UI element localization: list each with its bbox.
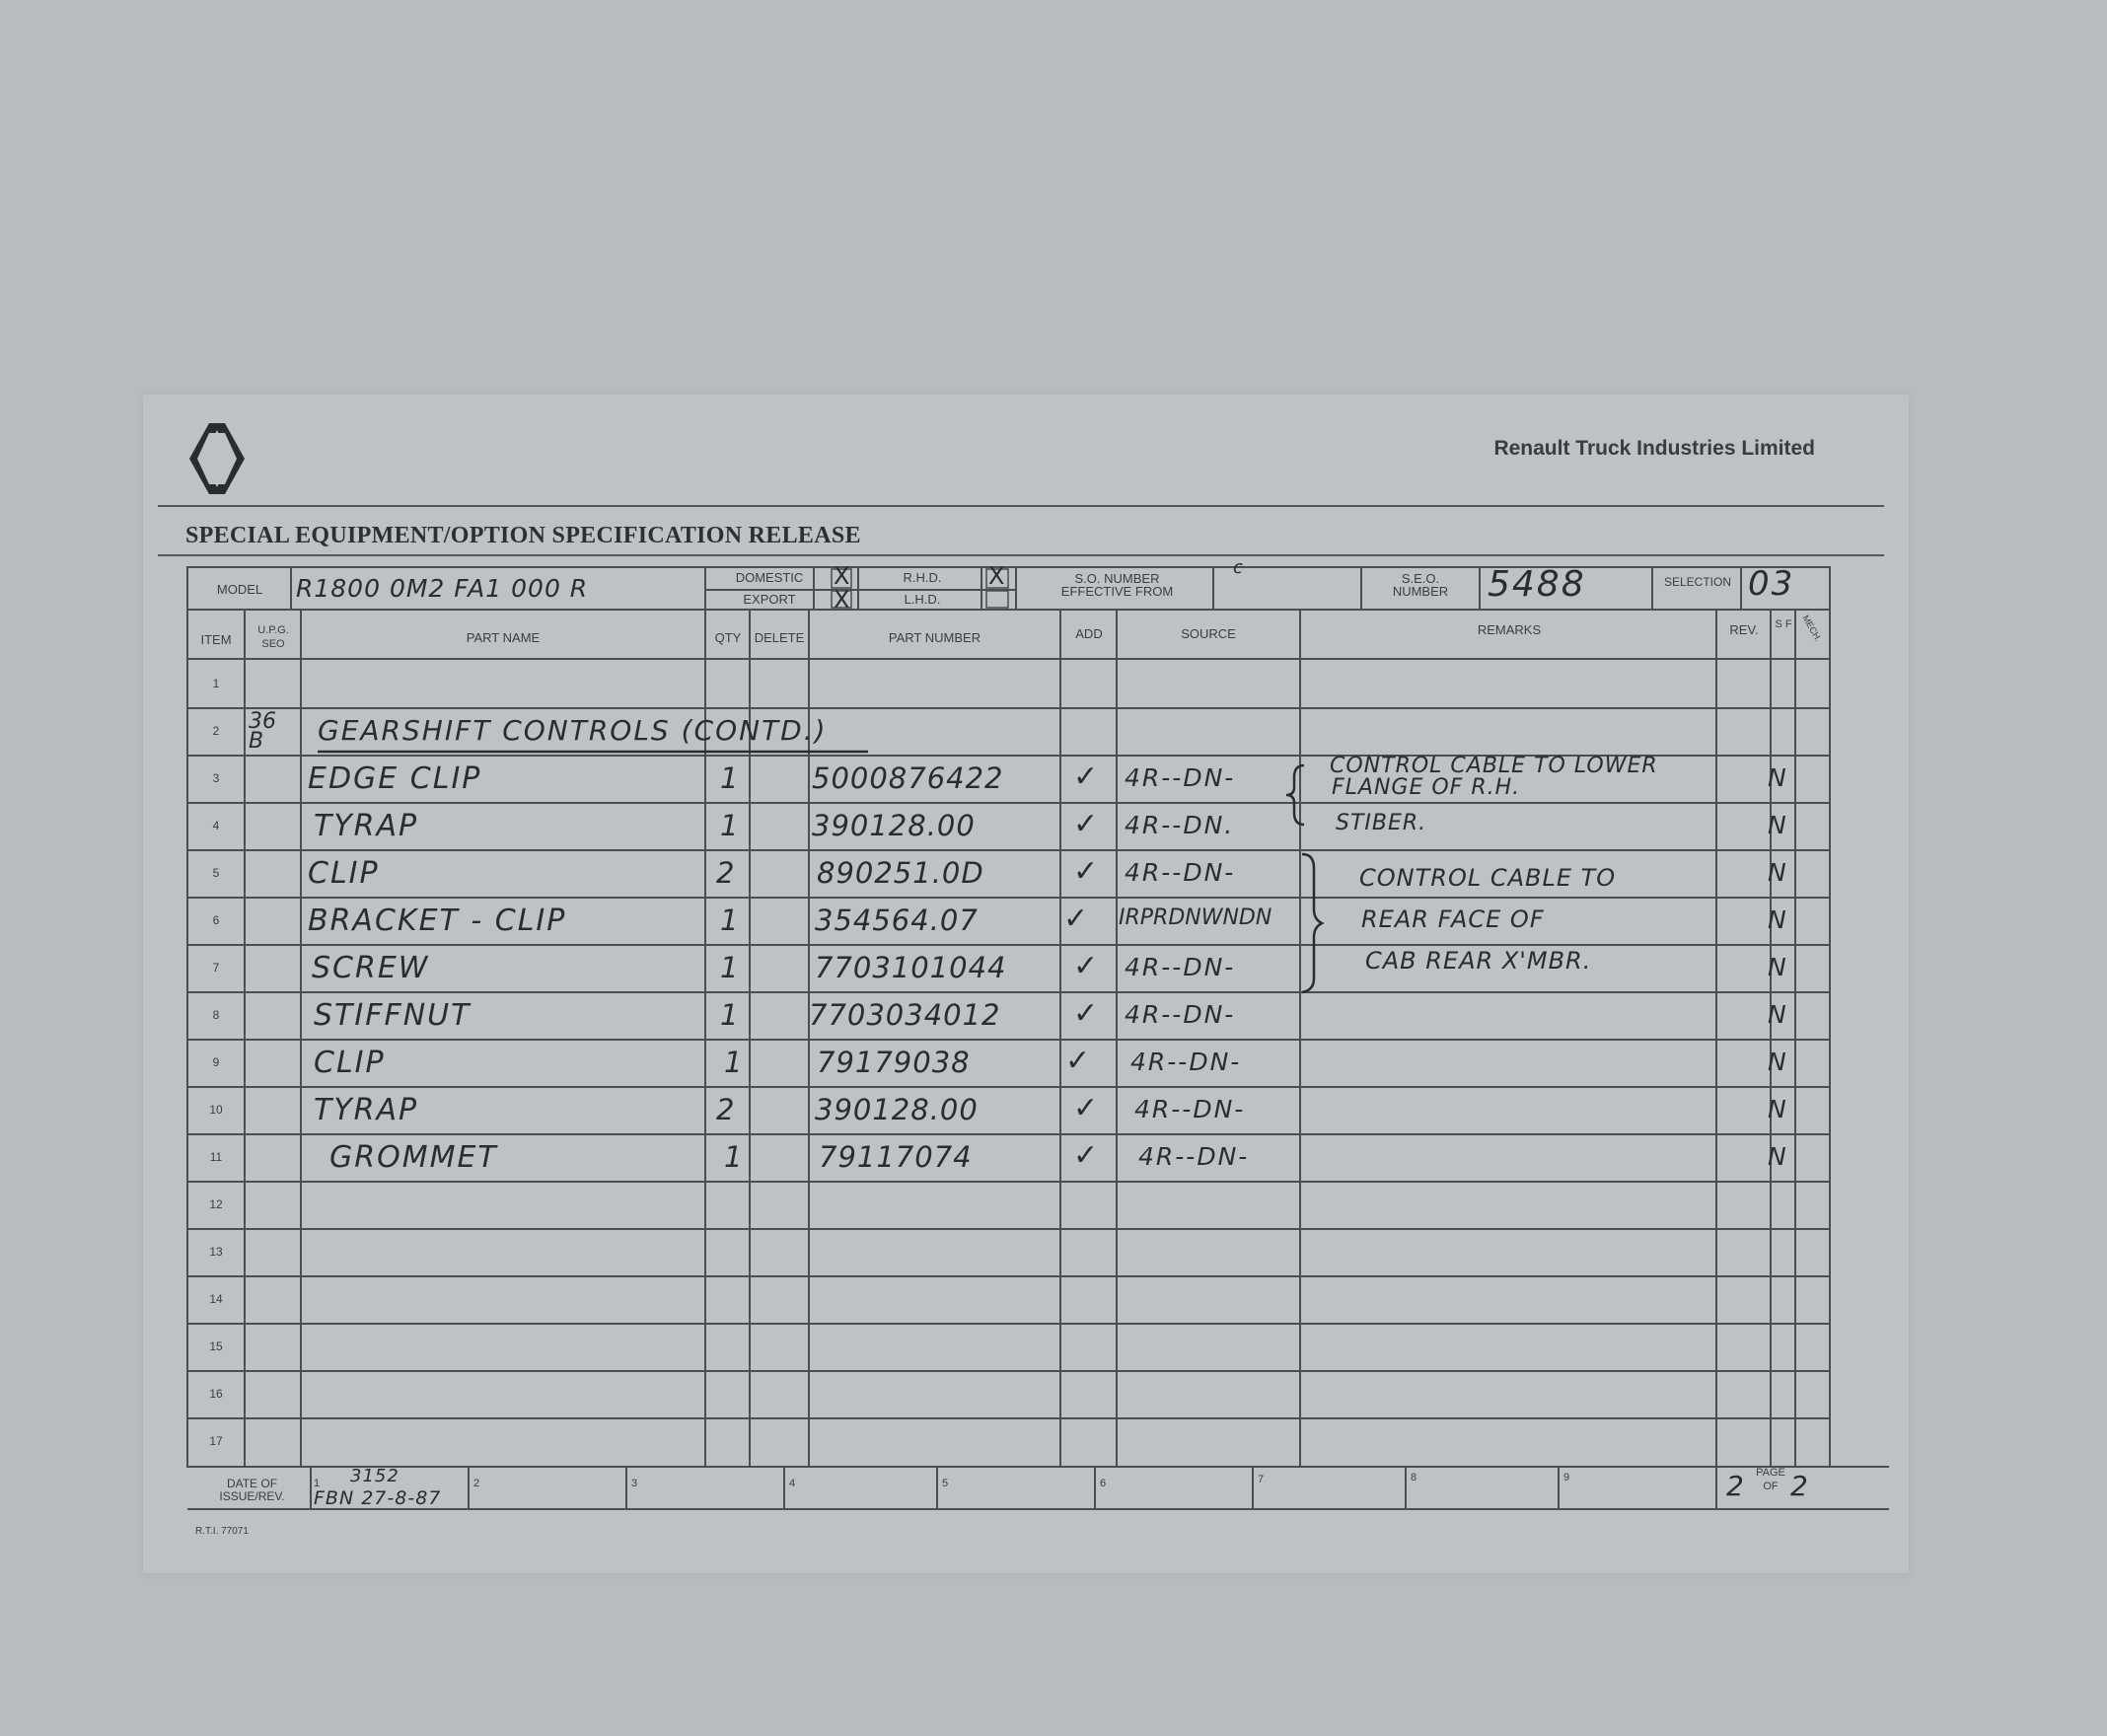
row-number: 4	[212, 819, 220, 832]
row-number: 1	[212, 677, 220, 690]
remarks-2-line-1: CONTROL CABLE TO	[1359, 864, 1617, 892]
export-check: X	[834, 586, 850, 614]
rhd-check: X	[988, 562, 1005, 590]
row-number: 15	[209, 1339, 223, 1353]
part-number: 5000876422	[812, 761, 1004, 795]
part-name: SCREW	[312, 951, 430, 985]
part-name: STIFFNUT	[314, 998, 472, 1033]
company-name: Renault Truck Industries Limited	[1493, 437, 1815, 460]
qty: 1	[720, 951, 740, 984]
sf-mark: N	[1768, 953, 1788, 981]
slot-number: 5	[942, 1478, 949, 1489]
col-remarks: REMARKS	[1477, 622, 1542, 637]
col-qty: QTY	[714, 630, 742, 645]
add-check: ✓	[1073, 996, 1099, 1031]
qty: 1	[720, 998, 740, 1032]
row-number: 11	[209, 1150, 223, 1164]
col-part-name: PART NAME	[466, 630, 541, 645]
source: 4R--DN-	[1125, 763, 1236, 792]
sf-mark: N	[1768, 763, 1788, 792]
row-number: 10	[209, 1103, 223, 1117]
of-label: OF	[1763, 1481, 1779, 1492]
col-seo: SEO	[261, 638, 285, 650]
section-heading: GEARSHIFT CONTROLS (CONTD.)	[318, 714, 828, 747]
part-name: CLIP	[308, 856, 380, 891]
add-check: ✓	[1063, 902, 1089, 936]
rhd-label: R.H.D.	[903, 570, 942, 585]
part-name: TYRAP	[314, 809, 419, 843]
date-of-label: DATE OF	[226, 1477, 278, 1490]
add-check: ✓	[1073, 807, 1099, 841]
row-number: 5	[212, 866, 220, 880]
col-delete: DELETE	[754, 630, 805, 645]
sf-mark: N	[1768, 1142, 1788, 1171]
remarks-1-line-1: CONTROL CABLE TO LOWER	[1330, 754, 1658, 778]
part-number: 390128.00	[815, 1093, 979, 1126]
row-number: 3	[212, 771, 220, 785]
row-number: 9	[212, 1055, 220, 1069]
issue-slot-1-line-2: FBN 27-8-87	[314, 1487, 442, 1509]
remarks-2-line-2: REAR FACE OF	[1361, 905, 1545, 933]
part-number: 79179038	[817, 1046, 971, 1079]
qty: 1	[724, 1140, 744, 1174]
export-label: EXPORT	[743, 592, 796, 607]
part-name: EDGE CLIP	[308, 761, 482, 796]
qty: 2	[716, 1093, 736, 1126]
col-item: ITEM	[200, 632, 232, 647]
source: IRPRDNWNDN	[1119, 905, 1272, 930]
qty: 1	[720, 809, 740, 842]
sf-mark: N	[1768, 1048, 1788, 1076]
source: 4R--DN-	[1125, 953, 1236, 981]
part-number: 79117074	[819, 1140, 973, 1174]
model-value: R1800 0M2 FA1 000 R	[296, 574, 589, 603]
issue-slot-1-line-1: 3152	[350, 1466, 400, 1486]
row-number: 17	[209, 1434, 223, 1448]
so-number-label: S.O. NUMBER	[1074, 571, 1160, 586]
slot-number: 6	[1100, 1478, 1107, 1489]
part-name: TYRAP	[314, 1093, 419, 1127]
sf-mark: N	[1768, 905, 1788, 934]
slot-number: 4	[789, 1478, 796, 1489]
source: 4R--DN-	[1138, 1142, 1250, 1171]
col-misc: MECH.	[1800, 613, 1824, 644]
slot-number: 9	[1563, 1472, 1570, 1483]
qty: 1	[720, 761, 740, 795]
seo-number-value: 5488	[1488, 564, 1586, 605]
upg-seo-value: 36 B	[249, 709, 276, 754]
source: 4R--DN-	[1125, 858, 1236, 887]
slot-number: 3	[631, 1478, 638, 1489]
effective-from-label: EFFECTIVE FROM	[1060, 584, 1174, 599]
form-code: R.T.I. 77071	[195, 1526, 249, 1537]
add-check: ✓	[1065, 1044, 1091, 1078]
add-check: ✓	[1073, 1138, 1099, 1173]
part-number: 7703101044	[815, 951, 1007, 984]
row-number: 8	[212, 1008, 220, 1022]
add-check: ✓	[1073, 854, 1099, 889]
sf-mark: N	[1768, 858, 1788, 887]
add-check: ✓	[1073, 949, 1099, 983]
slot-number: 7	[1258, 1474, 1265, 1485]
domestic-check: X	[834, 562, 850, 590]
lhd-label: L.H.D.	[904, 592, 941, 607]
part-number: 7703034012	[809, 998, 1001, 1032]
so-number-value: c	[1233, 557, 1245, 578]
page-label: PAGE	[1756, 1467, 1785, 1479]
sf-mark: N	[1768, 1000, 1788, 1029]
row-number: 13	[209, 1245, 223, 1259]
col-part-number: PART NUMBER	[888, 630, 981, 645]
source: 4R--DN-	[1134, 1095, 1246, 1123]
qty: 1	[724, 1046, 744, 1079]
selection-label: SELECTION	[1663, 575, 1731, 589]
remarks-2-line-3: CAB REAR X'MBR.	[1365, 947, 1592, 975]
part-name: BRACKET - CLIP	[308, 904, 567, 938]
seo-number-label-2: NUMBER	[1392, 584, 1449, 599]
row-number: 6	[212, 913, 220, 927]
part-number: 890251.0D	[817, 856, 984, 890]
remarks-1-line-3: STIBER.	[1336, 811, 1427, 835]
part-name: GROMMET	[329, 1140, 498, 1175]
col-upg: U.P.G.	[257, 624, 289, 636]
seo-number-label-1: S.E.O.	[1401, 571, 1440, 586]
remarks-1-line-2: FLANGE OF R.H.	[1332, 775, 1521, 800]
source: 4R--DN-	[1125, 1000, 1236, 1029]
qty: 1	[720, 904, 740, 937]
col-add: ADD	[1075, 626, 1103, 641]
slot-number: 8	[1411, 1472, 1417, 1483]
domestic-label: DOMESTIC	[735, 570, 804, 585]
page-number: 2	[1726, 1470, 1746, 1502]
sf-mark: N	[1768, 1095, 1788, 1123]
slot-number: 1	[314, 1478, 321, 1489]
row-number: 12	[209, 1197, 223, 1211]
add-check: ✓	[1073, 1091, 1099, 1125]
row-number: 14	[209, 1292, 223, 1306]
col-sf: S F	[1775, 618, 1792, 630]
row-number: 7	[212, 961, 220, 975]
qty: 2	[716, 856, 736, 890]
source: 4R--DN.	[1125, 811, 1235, 839]
row-number: 2	[212, 724, 220, 738]
sf-mark: N	[1768, 811, 1788, 839]
col-rev: REV.	[1729, 622, 1759, 637]
model-label: MODEL	[216, 582, 263, 597]
row-number: 16	[209, 1387, 223, 1401]
source: 4R--DN-	[1130, 1048, 1242, 1076]
page-total: 2	[1790, 1470, 1810, 1502]
part-name: CLIP	[314, 1046, 386, 1080]
form-title: SPECIAL EQUIPMENT/OPTION SPECIFICATION RELEASE	[185, 523, 861, 548]
part-number: 390128.00	[812, 809, 976, 842]
selection-value: 03	[1748, 564, 1795, 604]
col-source: SOURCE	[1181, 626, 1236, 641]
part-number: 354564.07	[815, 904, 979, 937]
issue-rev-label: ISSUE/REV.	[219, 1489, 285, 1503]
add-check: ✓	[1073, 760, 1099, 794]
slot-number: 2	[473, 1478, 480, 1489]
